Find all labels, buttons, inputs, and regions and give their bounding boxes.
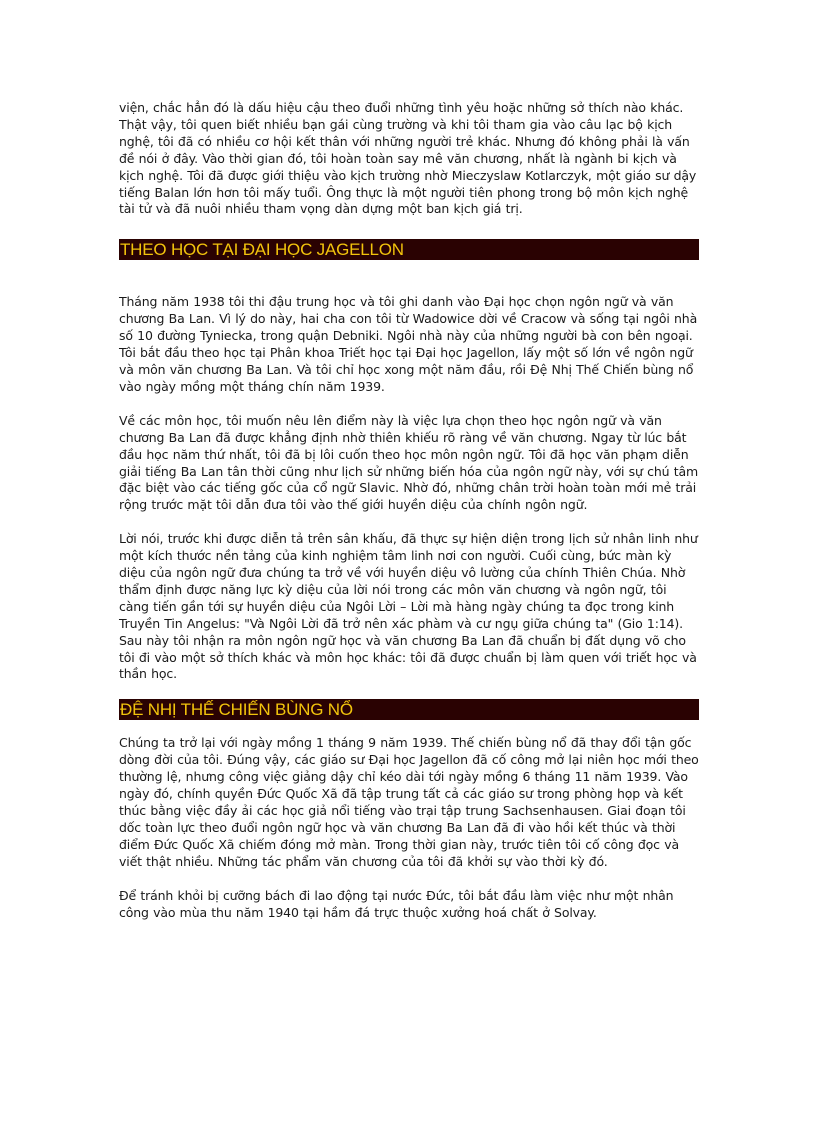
section-2-paragraph-1: Chúng ta trở lại với ngày mồng 1 tháng 9 năm 1939. Thế chiến bùng nổ đã thay đổi tận gốc dòng đời của tôi. Đúng vậy, các giáo sư Đại học Jagellon đã cố công mở lại niên học mới theo thường lệ, nhưng công việc giảng dậy chỉ kéo dài tới ngày mồng 6 tháng 11 năm 1939. Vào ngày đó, chính quyền Đức Quốc Xã đã tập trung tất cả các giáo sư trong phòng họp và kết thúc bằng việc đầy ải các học giả nổi tiếng vào trại tập trung Sachsenhausen. Giai đoạn tôi dốc toàn lực theo đuổi ngôn ngữ học và văn chương Ba Lan đã đi vào hồi kết thúc và thời điểm Đức Quốc Xã chiếm đóng mở màn. Trong thời gian này, trước tiên tôi cố công đọc và viết thật nhiều. Những tác phẩm văn chương của tôi đã khởi sự vào thời kỳ đó. bbox=[119, 735, 699, 869]
document-page bbox=[119, 100, 699, 921]
section-1-paragraph-1: Tháng năm 1938 tôi thi đậu trung học và tôi ghi danh vào Đại học chọn ngôn ngữ và văn chương Ba Lan. Vì lý do này, hai cha con tôi từ Wadowice dời về Cracow và sống tại ngôi nhà số 10 đường Tyniecka, trong quận Debniki. Ngôi nhà này của những người bà con bên ngoại. Tôi bắt đầu theo học tại Phân khoa Triết học tại Đại học Jagellon, lấy một số lớn về ngôn ngữ và môn văn chương Ba Lan. Và tôi chỉ học xong một năm đầu, rồi Đệ Nhị Thế Chiến bùng nổ vào ngày mồng một tháng chín năm 1939. bbox=[119, 294, 698, 394]
section-heading-jagellon: THEO HỌC TẠI ĐẠI HỌC JAGELLON bbox=[119, 239, 699, 260]
section-2-paragraph-2: Để tránh khỏi bị cưỡng bách đi lao động tại nước Đức, tôi bắt đầu làm việc như một nhân công vào mùa thu năm 1940 tại hầm đá trực thuộc xưởng hoá chất ở Solvay. bbox=[119, 887, 674, 920]
section-heading-war: ĐỆ NHỊ THẾ CHIẾN BÙNG NỔ bbox=[119, 699, 699, 720]
section-1-paragraph-3: Lời nói, trước khi được diễn tả trên sân khấu, đã thực sự hiện diện trong lịch sử nhân linh như một kích thước nền tảng của kinh nghiệm tâm linh nơi con người. Cuối cùng, bức màn kỳ diệu của ngôn ngữ đưa chúng ta trở về với huyền diệu vô lường của chính Thiên Chúa. Nhờ thẩm định được năng lực kỳ diệu của lời nói trong các môn văn chương và ngôn ngữ, tôi càng tiến gần tới sự huyền diệu của Ngôi Lời – Lời mà hàng ngày chúng ta đọc trong kinh Truyền Tin Angelus: "Và Ngôi Lời đã trở nên xác phàm và cư ngụ giữa chúng ta" (Gio 1:14). Sau này tôi nhận ra môn ngôn ngữ học và văn chương Ba Lan đã chuẩn bị đất dụng võ cho tôi đi vào một sở thích khác và môn học khác: tôi đã được chuẩn bị làm quen với triết học và thần học. bbox=[119, 531, 698, 682]
intro-paragraph: viện, chắc hẳn đó là dấu hiệu cậu theo đuổi những tình yêu hoặc những sở thích nào khác. Thật vậy, tôi quen biết nhiều bạn gái cùng trường và khi tôi tham gia vào câu lạc bộ kịch nghệ, tôi đã có nhiều cơ hội kết thân với những người trẻ khác. Nhưng đó không phải là vấn đề nói ở đây. Vào thời gian đó, tôi hoàn toàn say mê văn chương, nhất là ngành bi kịch và kịch nghệ. Tôi đã được giới thiệu vào kịch trường nhờ Mieczyslaw Kotlarczyk, một giáo sư dậy tiếng Balan lớn hơn tôi mấy tuổi. Ông thực là một người tiên phong trong bộ môn kịch nghệ tài tử và đã nuôi nhiều tham vọng dàn dựng một ban kịch giá trị. bbox=[119, 100, 697, 217]
section-1-paragraph-2: Về các môn học, tôi muốn nêu lên điểm này là việc lựa chọn theo học ngôn ngữ và văn chương Ba Lan đã được khẳng định nhờ thiên khiếu rõ ràng về văn chương. Ngay từ lúc bắt đầu học năm thứ nhất, tôi đã bị lôi cuốn theo học môn ngôn ngữ. Tôi đã học văn phạm diễn giải tiếng Ba Lan tân thời cũng như lịch sử những biến hóa của ngôn ngữ này, với sự chú tâm đặc biệt vào các tiếng gốc của cổ ngữ Slavic. Nhờ đó, những chân trời hoàn toàn mới mẻ trải rộng trước mặt tôi dẫn đưa tôi vào thế giới huyền diệu của chính ngôn ngữ. bbox=[119, 412, 698, 513]
